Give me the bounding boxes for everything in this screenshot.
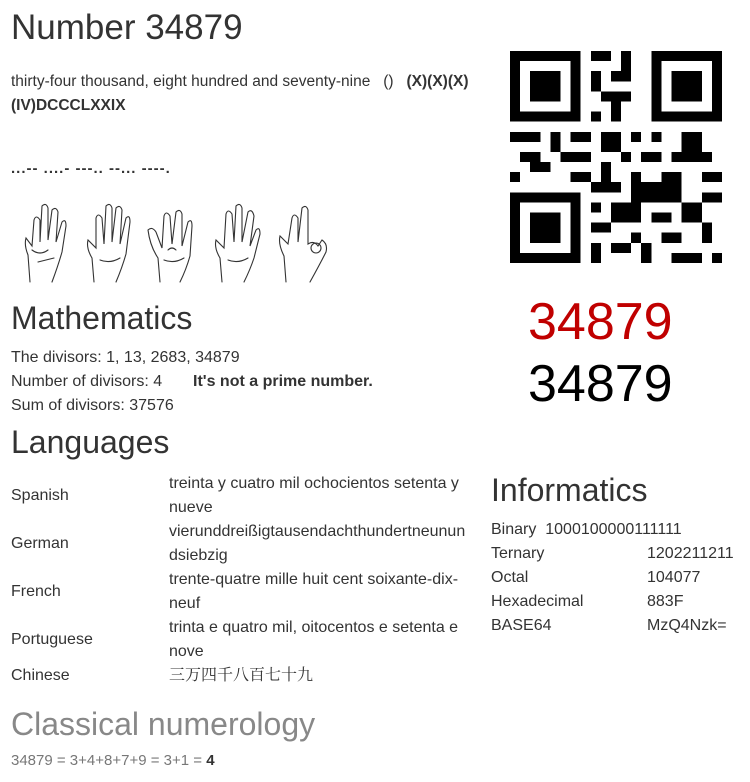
informatics-value: 104077 (647, 569, 701, 586)
language-name: Portuguese (11, 631, 93, 648)
language-value-line: nueve (169, 499, 213, 516)
language-value-line: treinta y cuatro mil ochocientos setenta y (169, 475, 459, 492)
language-value-line: trinta e quatro mil, oitocentos e setenta e (169, 619, 459, 636)
sum-of-divisors: Sum of divisors: 37576 (11, 397, 174, 414)
language-name: Chinese (11, 667, 70, 684)
language-name: French (11, 583, 61, 600)
numerology-formula (11, 752, 215, 769)
numerology-formula-text: 34879 = 3+4+8+7+9 = 3+1 = (11, 752, 203, 769)
page-title: Number 34879 (11, 8, 243, 47)
informatics-value: 883F (647, 593, 684, 610)
language-row (11, 664, 469, 688)
informatics-label: Hexadecimal (491, 593, 584, 610)
language-value (169, 568, 469, 616)
numerology-heading: Classical numerology (11, 706, 316, 742)
language-row (11, 520, 469, 568)
language-value-line: trente-quatre mille huit cent soixante-dix- (169, 571, 459, 588)
sign-language-hands-icon (18, 200, 338, 284)
language-value-line: neuf (169, 595, 201, 612)
language-value: 三万四千八百七十九 (169, 667, 314, 684)
morse-code: ...-- ....- ---.. --... ----. (11, 160, 171, 177)
number-in-words (11, 70, 471, 118)
language-value (169, 616, 469, 664)
language-row (11, 616, 469, 664)
informatics-row (491, 542, 734, 566)
informatics-table (491, 518, 734, 638)
informatics-value: MzQ4Nzk= (647, 617, 727, 634)
informatics-value: 1202211211 (647, 545, 734, 562)
words-parens: () (383, 73, 394, 90)
informatics-row (491, 614, 734, 638)
language-value-line: nove (169, 643, 204, 660)
language-row (11, 568, 469, 616)
languages-heading: Languages (11, 424, 170, 460)
qr-code-icon (510, 51, 722, 263)
display-number-black: 34879 (528, 355, 673, 413)
language-name: Spanish (11, 487, 69, 504)
words-text: thirty-four thousand, eight hundred and seventy-nine (11, 73, 371, 90)
divisors-text: The divisors: 1, 13, 2683, 34879 (11, 349, 240, 366)
language-value-line: vierunddreißigtausendachthundertneunun (169, 523, 466, 540)
informatics-label: Ternary (491, 545, 545, 562)
informatics-row (491, 566, 734, 590)
informatics-row (491, 590, 734, 614)
informatics-label: BASE64 (491, 617, 552, 634)
language-value (169, 520, 469, 568)
language-name: German (11, 535, 69, 552)
binary-cell (491, 518, 734, 542)
language-value (169, 472, 469, 520)
language-value-line: dsiebzig (169, 547, 228, 564)
informatics-label: Octal (491, 569, 529, 586)
language-row (11, 472, 469, 520)
informatics-heading: Informatics (491, 472, 648, 508)
languages-table (11, 472, 469, 688)
numerology-result: 4 (206, 752, 215, 769)
prime-status: It's not a prime number. (193, 373, 373, 390)
informatics-row (491, 518, 734, 542)
roman-numeral: (X)(X)(X)(IV)DCCCLXXIX (11, 73, 469, 114)
number-of-divisors: Number of divisors: 4 (11, 373, 163, 390)
mathematics-heading: Mathematics (11, 300, 193, 336)
informatics-label: Binary (491, 521, 537, 538)
informatics-value: 1000100000111111 (545, 521, 682, 538)
display-number-red: 34879 (528, 293, 673, 351)
